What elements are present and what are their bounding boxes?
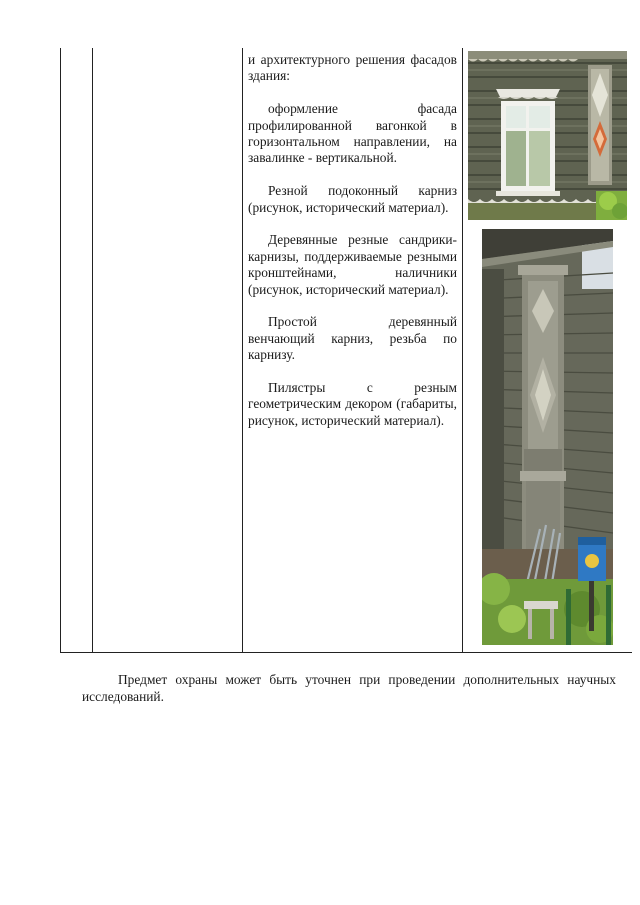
- paragraph-intro: и архитектурного решения фасадов здания:: [248, 52, 457, 84]
- table-border-bottom: [60, 652, 632, 653]
- paragraph-crowning-cornice: Простой деревянный венчающий карниз, резьба по карнизу.: [248, 314, 457, 363]
- table-border-col3: [462, 48, 463, 653]
- carved-pilaster-photo: [482, 229, 613, 645]
- paragraph-sandriks: Деревянные резные сандрики-карнизы, поддерживаемые резными кронштейнами, наличники (рисунок, исторический материал).: [248, 232, 457, 297]
- footer-note: [82, 671, 616, 705]
- footer-text: Предмет охраны может быть уточнен при проведении дополнительных научных исследований.: [82, 672, 616, 704]
- paragraph-cladding: оформление фасада профилированной вагонкой в горизонтальном направлении, на завалинке - вертикальной.: [248, 101, 457, 166]
- table-border-col2: [242, 48, 243, 653]
- paragraph-window-cornice: Резной подоконный карниз (рисунок, исторический материал).: [248, 183, 457, 215]
- protection-subject-text: [248, 52, 457, 446]
- paragraph-pilasters: Пилястры с резным геометрическим декором (габариты, рисунок, исторический материал).: [248, 380, 457, 428]
- wooden-house-window-photo: [468, 51, 627, 220]
- table-border-col1: [92, 48, 93, 653]
- table-border-left: [60, 48, 61, 653]
